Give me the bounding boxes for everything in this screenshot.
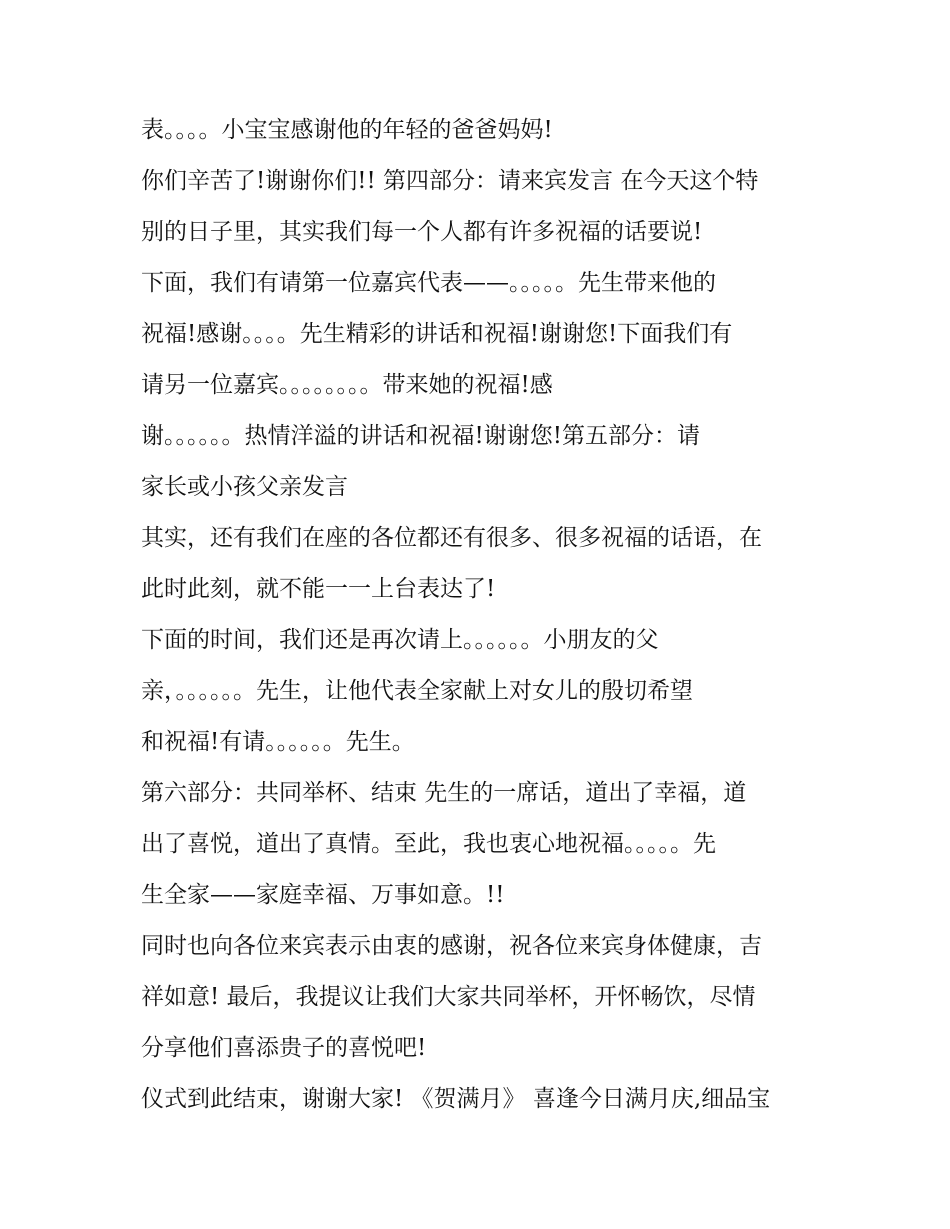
text-line: 下面，我们有请第一位嘉宾代表——。。。。。先生带来他的 bbox=[141, 270, 716, 296]
text-line: 你们辛苦了!谢谢你们!! 第四部分：请来宾发言 在今天这个特 bbox=[141, 168, 759, 194]
text-line: 家长或小孩父亲发言 bbox=[141, 474, 348, 500]
text-line: 其实，还有我们在座的各位都还有很多、很多祝福的话语，在 bbox=[141, 525, 762, 551]
text-line: 仪式到此结束，谢谢大家! 《贺满月》 喜逢今日满月庆,细品宝 bbox=[141, 1086, 771, 1112]
text-line: 此时此刻，就不能一一上台表达了! bbox=[141, 576, 496, 602]
text-line: 出了喜悦，道出了真情。至此，我也衷心地祝福。。。。。先 bbox=[141, 831, 716, 857]
text-line: 和祝福!有请。。。。。。先生。 bbox=[141, 729, 415, 755]
text-line: 第六部分：共同举杯、结束 先生的一席话，道出了幸福，道 bbox=[141, 780, 747, 806]
text-line: 生全家——家庭幸福、万事如意。!! bbox=[141, 882, 505, 908]
text-line: 祥如意! 最后，我提议让我们大家共同举杯，开怀畅饮，尽情 bbox=[141, 984, 756, 1010]
body-text bbox=[141, 105, 821, 1125]
text-line: 同时也向各位来宾表示由衷的感谢，祝各位来宾身体健康，吉 bbox=[141, 933, 762, 959]
text-line: 分享他们喜添贵子的喜悦吧! bbox=[141, 1035, 427, 1061]
text-line: 谢。。。。。。热情洋溢的讲话和祝福!谢谢您!第五部分：请 bbox=[141, 423, 700, 449]
text-line: 别的日子里，其实我们每一个人都有许多祝福的话要说! bbox=[141, 219, 703, 245]
text-line: 下面的时间，我们还是再次请上。。。。。。小朋友的父 bbox=[141, 627, 659, 653]
text-line: 亲，。。。。。。先生，让他代表全家献上对女儿的殷切希望 bbox=[141, 678, 693, 704]
text-line: 请另一位嘉宾。。。。。。。。带来她的祝福!感 bbox=[141, 372, 553, 398]
text-line: 祝福!感谢。。。。先生精彩的讲话和祝福!谢谢您!下面我们有 bbox=[141, 321, 733, 347]
text-line: 表。。。。小宝宝感谢他的年轻的爸爸妈妈! bbox=[141, 117, 553, 143]
